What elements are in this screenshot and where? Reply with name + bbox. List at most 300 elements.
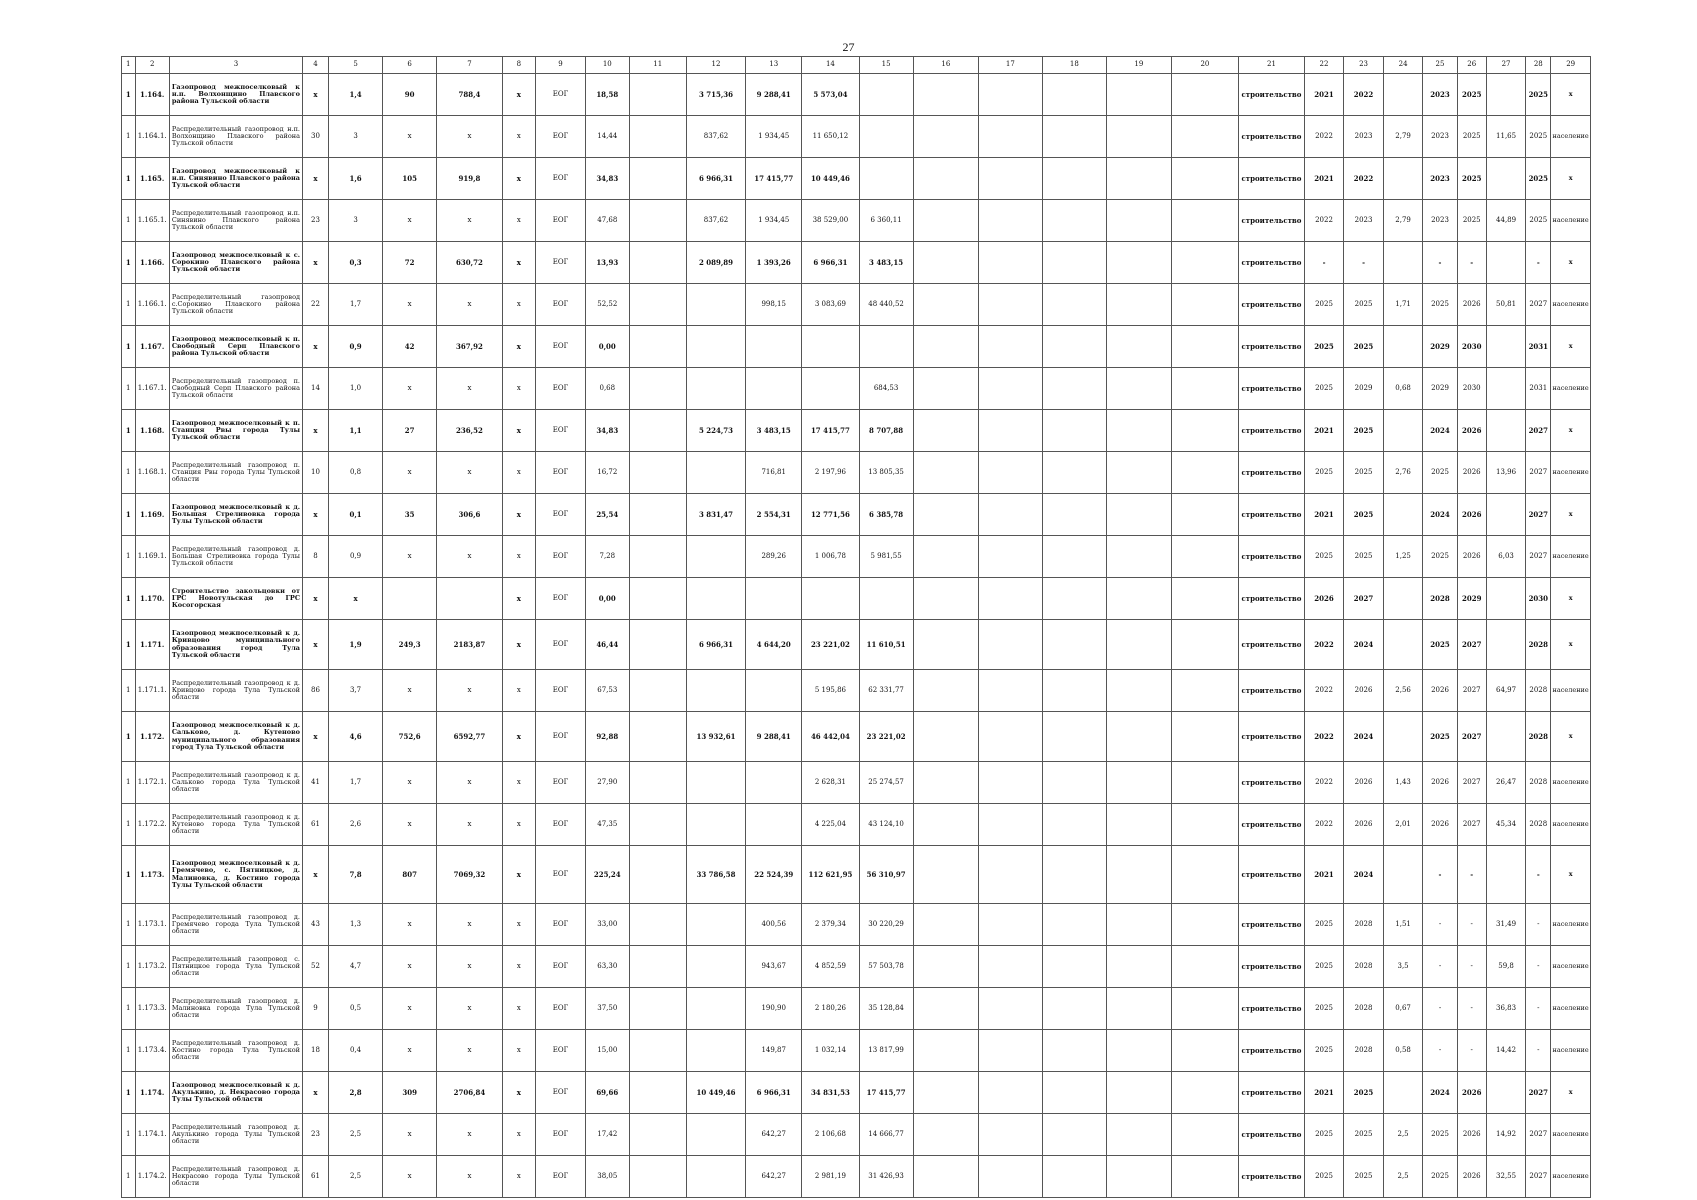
table-cell: строительство — [1239, 670, 1305, 712]
table-cell: 837,62 — [686, 116, 745, 158]
table-cell — [686, 804, 745, 846]
table-cell: х — [303, 74, 329, 116]
table-row — [122, 326, 1591, 368]
object-name-cell: Распределительный газопровод к д. Кутеново города Тула Тульской области — [169, 804, 302, 846]
object-name-cell: Газопровод межпоселковый к н.п. Волхонщино Плавского района Тульской области — [169, 74, 302, 116]
table-cell: 2028 — [1526, 762, 1551, 804]
table-cell: 26,47 — [1486, 762, 1526, 804]
table-cell: 1 393,26 — [746, 242, 802, 284]
table-cell — [629, 946, 686, 988]
table-cell: 2026 — [1457, 284, 1486, 326]
object-name-cell: Распределительный газопровод д. Гремячево города Тула Тульской области — [169, 904, 302, 946]
table-cell: 2025 — [1304, 988, 1344, 1030]
table-cell: 0,67 — [1383, 988, 1423, 1030]
table-cell — [913, 1114, 979, 1156]
table-cell — [913, 326, 979, 368]
table-cell: 1.167.1. — [135, 368, 169, 410]
table-cell: 2025 — [1526, 74, 1551, 116]
table-cell: 630,72 — [437, 242, 503, 284]
table-cell — [1171, 712, 1239, 762]
table-cell — [979, 116, 1042, 158]
table-cell: строительство — [1239, 578, 1305, 620]
table-cell: 400,56 — [746, 904, 802, 946]
table-cell — [1171, 904, 1239, 946]
table-cell — [437, 578, 503, 620]
table-cell — [859, 116, 913, 158]
table-cell — [1042, 762, 1107, 804]
table-cell — [802, 368, 859, 410]
table-cell: 2021 — [1304, 158, 1344, 200]
table-cell: 919,8 — [437, 158, 503, 200]
table-cell: х — [303, 326, 329, 368]
table-cell — [979, 494, 1042, 536]
table-cell — [1107, 494, 1172, 536]
table-cell — [802, 326, 859, 368]
table-cell: 2022 — [1304, 670, 1344, 712]
table-cell: 1,7 — [329, 762, 383, 804]
table-cell: - — [1457, 988, 1486, 1030]
table-cell — [1171, 74, 1239, 116]
table-cell: - — [1304, 242, 1344, 284]
table-row — [122, 242, 1591, 284]
table-cell: 2027 — [1526, 1156, 1551, 1198]
table-cell: 0,58 — [1383, 1030, 1423, 1072]
table-cell: 2025 — [1344, 410, 1384, 452]
table-cell — [1042, 368, 1107, 410]
data-table — [121, 56, 1591, 1198]
table-cell: 2 106,68 — [802, 1114, 859, 1156]
table-cell: 2021 — [1304, 846, 1344, 904]
table-cell: 9 288,41 — [746, 74, 802, 116]
table-cell: х — [502, 804, 535, 846]
table-cell: 2025 — [1423, 536, 1457, 578]
table-cell: - — [1423, 242, 1457, 284]
table-cell: 2024 — [1344, 620, 1384, 670]
table-cell: х — [502, 904, 535, 946]
table-cell: х — [437, 1114, 503, 1156]
table-cell: 5 981,55 — [859, 536, 913, 578]
table-cell: 2022 — [1344, 74, 1384, 116]
table-cell: строительство — [1239, 1072, 1305, 1114]
table-cell: население — [1551, 284, 1591, 326]
table-cell: х — [437, 804, 503, 846]
table-row — [122, 1156, 1591, 1198]
table-row — [122, 74, 1591, 116]
table-cell: х — [383, 200, 437, 242]
table-cell: 190,90 — [746, 988, 802, 1030]
table-cell — [629, 74, 686, 116]
table-cell — [1383, 712, 1423, 762]
object-name-cell: Распределительный газопровод п. Станция Рвы города Тулы Тульской области — [169, 452, 302, 494]
table-cell — [1107, 846, 1172, 904]
table-cell: ЕОГ — [536, 988, 586, 1030]
table-cell: 8 707,88 — [859, 410, 913, 452]
table-cell — [1171, 804, 1239, 846]
table-cell: 367,92 — [437, 326, 503, 368]
table-cell — [1383, 326, 1423, 368]
table-cell: 1 — [122, 1030, 136, 1072]
table-cell: 43 — [303, 904, 329, 946]
table-cell — [979, 200, 1042, 242]
table-cell: х — [383, 1114, 437, 1156]
table-cell — [1042, 670, 1107, 712]
table-cell: население — [1551, 1030, 1591, 1072]
table-cell — [1107, 410, 1172, 452]
table-cell — [1486, 326, 1526, 368]
table-row — [122, 494, 1591, 536]
table-cell: х — [502, 1156, 535, 1198]
table-cell — [1107, 284, 1172, 326]
table-cell: ЕОГ — [536, 946, 586, 988]
table-cell: 16,72 — [585, 452, 629, 494]
table-cell: 2026 — [1304, 578, 1344, 620]
table-cell: х — [502, 620, 535, 670]
table-cell: 289,26 — [746, 536, 802, 578]
table-row — [122, 712, 1591, 762]
table-cell: 2031 — [1526, 368, 1551, 410]
table-cell: 0,3 — [329, 242, 383, 284]
table-cell: 2025 — [1344, 284, 1384, 326]
table-cell: 18,58 — [585, 74, 629, 116]
table-cell: 2021 — [1304, 74, 1344, 116]
table-cell: х — [1551, 578, 1591, 620]
table-cell — [1486, 578, 1526, 620]
table-cell — [629, 536, 686, 578]
table-cell: х — [383, 1156, 437, 1198]
table-cell: 8 — [303, 536, 329, 578]
table-cell: 1 — [122, 946, 136, 988]
table-cell — [629, 200, 686, 242]
object-name-cell: Распределительный газопровод п. Свободный Серп Плавского района Тульской области — [169, 368, 302, 410]
table-cell: 1.174.1. — [135, 1114, 169, 1156]
table-cell — [1171, 284, 1239, 326]
table-cell — [1042, 326, 1107, 368]
table-cell: ЕОГ — [536, 74, 586, 116]
table-cell: 1.170. — [135, 578, 169, 620]
table-cell: 2026 — [1457, 1072, 1486, 1114]
table-cell: 2028 — [1526, 804, 1551, 846]
table-cell: 1 — [122, 536, 136, 578]
table-cell: 13,96 — [1486, 452, 1526, 494]
table-cell: строительство — [1239, 536, 1305, 578]
table-cell: 2025 — [1304, 452, 1344, 494]
table-cell: 1.166.1. — [135, 284, 169, 326]
table-cell — [1486, 158, 1526, 200]
table-cell: 0,5 — [329, 988, 383, 1030]
table-cell: 2025 — [1344, 536, 1384, 578]
table-cell — [979, 946, 1042, 988]
table-cell: население — [1551, 368, 1591, 410]
table-cell: 2183,87 — [437, 620, 503, 670]
table-cell: 6 966,31 — [686, 158, 745, 200]
header-cell: 10 — [585, 57, 629, 74]
table-cell: 2028 — [1526, 670, 1551, 712]
table-cell: 2027 — [1457, 670, 1486, 712]
table-cell: х — [303, 620, 329, 670]
table-cell — [1486, 74, 1526, 116]
table-cell: 11 650,12 — [802, 116, 859, 158]
table-cell: 2 379,34 — [802, 904, 859, 946]
table-cell: 1.167. — [135, 326, 169, 368]
table-cell — [1107, 158, 1172, 200]
table-cell: 11,65 — [1486, 116, 1526, 158]
table-cell: 2,5 — [1383, 1114, 1423, 1156]
table-cell: х — [383, 804, 437, 846]
table-cell: х — [303, 494, 329, 536]
table-cell: 13 932,61 — [686, 712, 745, 762]
table-cell: 14 — [303, 368, 329, 410]
table-cell: 43 124,10 — [859, 804, 913, 846]
table-cell: 2025 — [1304, 368, 1344, 410]
table-cell: 2025 — [1304, 1114, 1344, 1156]
table-cell: 1 — [122, 988, 136, 1030]
table-cell — [1171, 1030, 1239, 1072]
table-cell — [1042, 242, 1107, 284]
table-cell: строительство — [1239, 620, 1305, 670]
table-cell: 67,53 — [585, 670, 629, 712]
table-cell: 1.174.2. — [135, 1156, 169, 1198]
table-cell: 1 — [122, 712, 136, 762]
table-row — [122, 578, 1591, 620]
table-cell — [746, 368, 802, 410]
table-cell — [686, 1156, 745, 1198]
table-cell — [913, 74, 979, 116]
table-cell: 2027 — [1457, 804, 1486, 846]
table-row — [122, 116, 1591, 158]
table-cell: 2031 — [1526, 326, 1551, 368]
table-cell — [1171, 536, 1239, 578]
table-cell: 2022 — [1304, 200, 1344, 242]
table-cell: 1.173.2. — [135, 946, 169, 988]
table-cell: 2030 — [1457, 368, 1486, 410]
table-cell: 10 449,46 — [686, 1072, 745, 1114]
table-cell — [979, 712, 1042, 762]
table-cell: 6 360,11 — [859, 200, 913, 242]
header-cell: 3 — [169, 57, 302, 74]
header-cell: 27 — [1486, 57, 1526, 74]
object-name-cell: Распределительный газопровод д. Акулькино города Тулы Тульской области — [169, 1114, 302, 1156]
table-cell — [1171, 946, 1239, 988]
object-name-cell: Строительство закольцовки от ГРС Новотульская до ГРС Косогорская — [169, 578, 302, 620]
table-row — [122, 1030, 1591, 1072]
table-cell: 2022 — [1304, 116, 1344, 158]
table-cell — [913, 904, 979, 946]
table-cell: 2,5 — [1383, 1156, 1423, 1198]
table-cell: 0,8 — [329, 452, 383, 494]
table-cell: 2026 — [1457, 1156, 1486, 1198]
table-cell: 2029 — [1423, 368, 1457, 410]
table-cell: 2028 — [1344, 946, 1384, 988]
table-cell — [1042, 452, 1107, 494]
table-cell: 1.164.1. — [135, 116, 169, 158]
table-cell: 3 083,69 — [802, 284, 859, 326]
table-cell: 1.174. — [135, 1072, 169, 1114]
table-cell: 2029 — [1423, 326, 1457, 368]
table-cell: 2025 — [1457, 200, 1486, 242]
table-cell: 15,00 — [585, 1030, 629, 1072]
table-cell — [629, 1030, 686, 1072]
table-cell — [913, 410, 979, 452]
table-cell: 1 934,45 — [746, 200, 802, 242]
table-cell: 236,52 — [437, 410, 503, 452]
table-cell: 807 — [383, 846, 437, 904]
table-cell — [1383, 846, 1423, 904]
table-cell: 2 197,96 — [802, 452, 859, 494]
table-cell: 837,62 — [686, 200, 745, 242]
table-cell: 1 — [122, 846, 136, 904]
table-cell: 2021 — [1304, 1072, 1344, 1114]
table-cell — [1107, 74, 1172, 116]
header-cell: 8 — [502, 57, 535, 74]
table-cell — [1171, 452, 1239, 494]
table-cell: 112 621,95 — [802, 846, 859, 904]
table-cell — [1383, 410, 1423, 452]
table-cell: 1.166. — [135, 242, 169, 284]
table-cell: 2021 — [1304, 494, 1344, 536]
table-cell: 2025 — [1423, 1156, 1457, 1198]
table-row — [122, 762, 1591, 804]
table-cell: 61 — [303, 1156, 329, 1198]
table-cell — [629, 804, 686, 846]
table-cell: 2,5 — [329, 1156, 383, 1198]
table-cell: 13,93 — [585, 242, 629, 284]
table-cell: 1.172.1. — [135, 762, 169, 804]
table-cell: 2025 — [1526, 200, 1551, 242]
table-row — [122, 284, 1591, 326]
table-cell: 1 — [122, 410, 136, 452]
table-cell — [746, 804, 802, 846]
table-cell: 4,6 — [329, 712, 383, 762]
table-cell: 72 — [383, 242, 437, 284]
table-cell — [1171, 578, 1239, 620]
table-cell: х — [502, 536, 535, 578]
table-cell: 752,6 — [383, 712, 437, 762]
table-cell — [1107, 368, 1172, 410]
table-cell: 1.164. — [135, 74, 169, 116]
table-cell: 6,03 — [1486, 536, 1526, 578]
table-cell — [629, 762, 686, 804]
table-cell: 2024 — [1423, 410, 1457, 452]
table-cell — [1383, 494, 1423, 536]
table-cell: ЕОГ — [536, 536, 586, 578]
table-cell: 1.168.1. — [135, 452, 169, 494]
table-cell: ЕОГ — [536, 620, 586, 670]
table-cell: 0,68 — [1383, 368, 1423, 410]
table-cell: 23 221,02 — [802, 620, 859, 670]
table-cell: строительство — [1239, 158, 1305, 200]
table-cell: 27,90 — [585, 762, 629, 804]
table-cell — [1042, 284, 1107, 326]
table-cell: х — [303, 242, 329, 284]
table-cell: население — [1551, 946, 1591, 988]
table-cell: 4 225,04 — [802, 804, 859, 846]
table-cell: 2027 — [1344, 578, 1384, 620]
table-cell: 47,68 — [585, 200, 629, 242]
table-cell: 33 786,58 — [686, 846, 745, 904]
table-cell: х — [1551, 158, 1591, 200]
table-cell: 1 — [122, 578, 136, 620]
table-cell: 50,81 — [1486, 284, 1526, 326]
table-cell: х — [1551, 410, 1591, 452]
table-cell: х — [303, 578, 329, 620]
table-cell — [629, 1114, 686, 1156]
table-cell: 2026 — [1457, 452, 1486, 494]
table-cell: 2 981,19 — [802, 1156, 859, 1198]
table-cell: 0,00 — [585, 578, 629, 620]
table-cell: 2026 — [1344, 762, 1384, 804]
table-cell — [1107, 670, 1172, 712]
table-cell: население — [1551, 762, 1591, 804]
table-cell — [979, 326, 1042, 368]
table-cell: 2027 — [1526, 284, 1551, 326]
header-row — [122, 57, 1591, 74]
table-cell: х — [502, 988, 535, 1030]
table-cell — [913, 368, 979, 410]
table-row — [122, 670, 1591, 712]
table-cell: х — [437, 536, 503, 578]
table-cell: ЕОГ — [536, 1114, 586, 1156]
table-cell: население — [1551, 536, 1591, 578]
table-cell: 7069,32 — [437, 846, 503, 904]
table-cell — [1042, 1114, 1107, 1156]
table-cell — [629, 242, 686, 284]
table-cell: 788,4 — [437, 74, 503, 116]
table-cell: 1.168. — [135, 410, 169, 452]
table-cell — [1486, 368, 1526, 410]
table-cell: 46 442,04 — [802, 712, 859, 762]
table-cell: строительство — [1239, 452, 1305, 494]
table-cell: 2027 — [1457, 620, 1486, 670]
table-cell: 61 — [303, 804, 329, 846]
header-cell: 19 — [1107, 57, 1172, 74]
table-cell: 1.169. — [135, 494, 169, 536]
table-cell: население — [1551, 670, 1591, 712]
table-cell — [686, 536, 745, 578]
table-cell: х — [437, 904, 503, 946]
table-cell: строительство — [1239, 1114, 1305, 1156]
table-cell: 3 — [329, 116, 383, 158]
table-cell — [1383, 242, 1423, 284]
table-cell: 1 — [122, 284, 136, 326]
table-cell: 2025 — [1457, 158, 1486, 200]
table-cell: 6 966,31 — [686, 620, 745, 670]
object-name-cell: Газопровод межпоселковый к д. Сальково, д. Кутеново муниципального образования город Тула Тульской области — [169, 712, 302, 762]
table-cell: 44,89 — [1486, 200, 1526, 242]
table-cell: 2025 — [1457, 116, 1486, 158]
table-cell: строительство — [1239, 242, 1305, 284]
table-cell: 2025 — [1423, 284, 1457, 326]
table-cell: - — [1423, 988, 1457, 1030]
table-cell: 2028 — [1344, 904, 1384, 946]
table-cell: 1,1 — [329, 410, 383, 452]
table-cell: строительство — [1239, 200, 1305, 242]
table-cell: 2027 — [1526, 410, 1551, 452]
table-cell: - — [1526, 946, 1551, 988]
table-cell: 2026 — [1457, 410, 1486, 452]
table-cell: 6 966,31 — [802, 242, 859, 284]
header-cell: 1 — [122, 57, 136, 74]
table-cell: 33,00 — [585, 904, 629, 946]
table-cell: 2,79 — [1383, 116, 1423, 158]
table-cell — [979, 1072, 1042, 1114]
table-cell: 17,42 — [585, 1114, 629, 1156]
table-cell — [629, 846, 686, 904]
table-cell: 1 — [122, 452, 136, 494]
table-cell: 36,83 — [1486, 988, 1526, 1030]
table-cell — [1107, 452, 1172, 494]
table-cell: 1 — [122, 74, 136, 116]
table-cell — [979, 846, 1042, 904]
